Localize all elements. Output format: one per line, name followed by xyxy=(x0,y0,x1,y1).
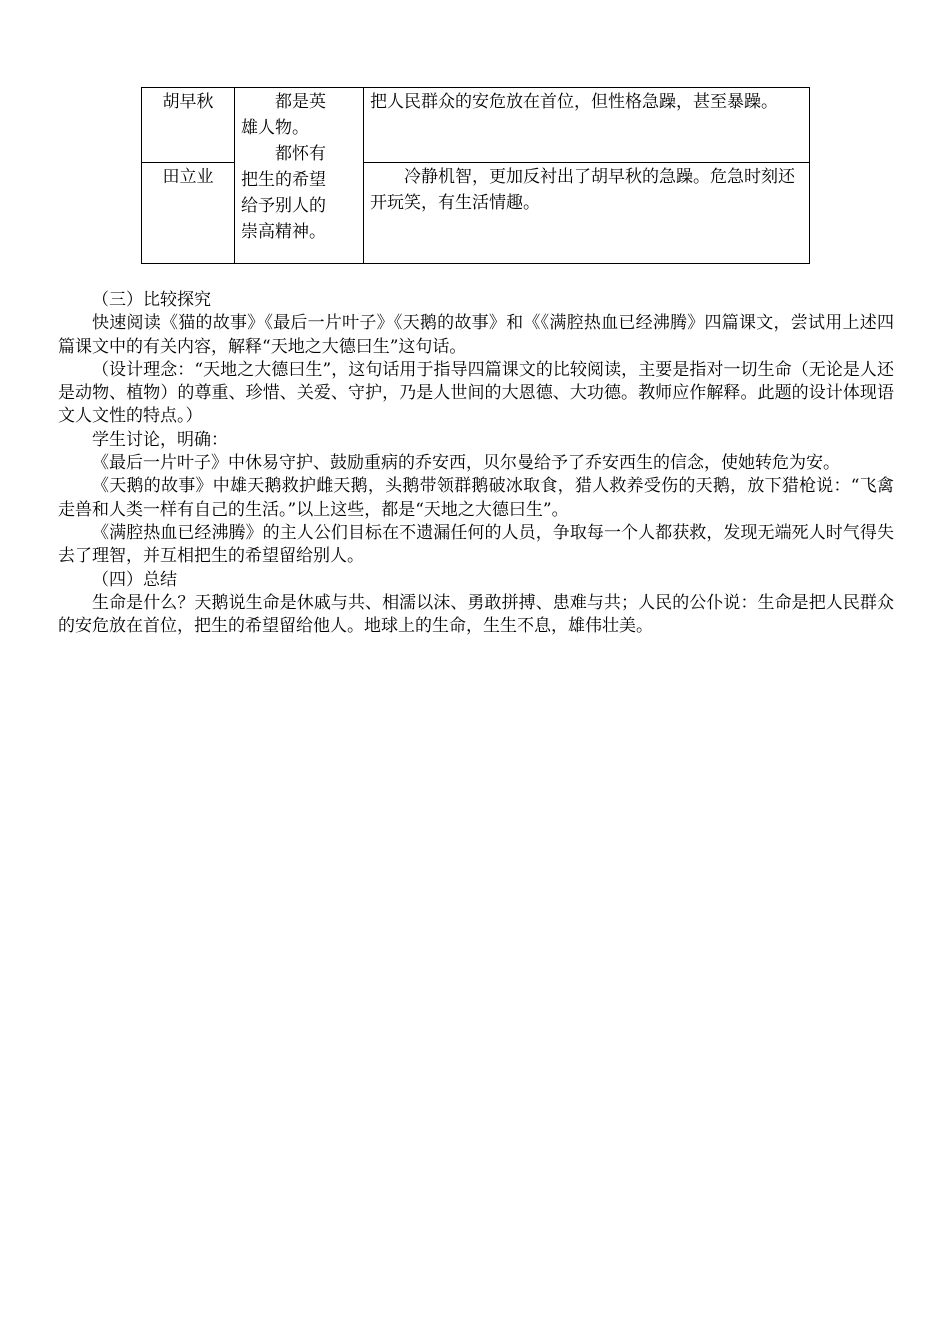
character-detail-cell xyxy=(364,163,810,264)
paragraph: 《天鹅的故事》中雄天鹅救护雌天鹅，头鹅带领群鹅破冰取食，猎人救养受伤的天鹅，放下猎枪说：“飞禽走兽和人类一样有自己的生活。”以上这些，都是“天地之大德曰生”。 xyxy=(58,476,894,520)
character-detail: 冷静机智，更加反衬出了胡早秋的急躁。危急时刻还开玩笑，有生活情趣。 xyxy=(370,167,795,213)
common-trait-line: 雄人物。 xyxy=(241,118,309,138)
section-heading: （四）总结 xyxy=(92,569,177,590)
character-name-cell xyxy=(142,163,235,264)
table-row xyxy=(142,88,810,163)
common-trait-line: 都怀有 xyxy=(275,144,326,164)
character-name: 胡早秋 xyxy=(162,92,214,112)
paragraph: 快速阅读《猫的故事》《最后一片叶子》《天鹅的故事》和《《满腔热血已经沸腾》四篇课文，尝试用上述四篇课文中的有关内容，解释“天地之大德曰生”这句话。 xyxy=(58,313,894,357)
common-trait-cell xyxy=(235,88,364,264)
paragraph: 《满腔热血已经沸腾》的主人公们目标在不遗漏任何的人员，争取每一个人都获救，发现无端死人时气得失去了理智，并互相把生的希望留给别人。 xyxy=(58,522,894,567)
common-trait-line: 都是英 xyxy=(275,92,326,112)
character-name-cell xyxy=(142,88,235,163)
character-detail: 把人民群众的安危放在首位，但性格急躁，甚至暴躁。 xyxy=(370,92,778,112)
paragraph: 生命是什么？天鹅说生命是休戚与共、相濡以沫、勇敢拼搏、患难与共；人民的公仆说：生命是把人民群众的安危放在首位，把生的希望留给他人。地球上的生命，生生不息，雄伟壮美。 xyxy=(58,592,894,637)
common-trait-line: 给予别人的 xyxy=(241,196,326,216)
character-name: 田立业 xyxy=(162,167,214,187)
section-heading: （三）比较探究 xyxy=(92,290,211,310)
paragraph: 学生讨论，明确： xyxy=(92,429,228,450)
character-comparison-table xyxy=(141,87,810,264)
character-detail-cell xyxy=(364,88,810,163)
common-trait-line: 把生的希望 xyxy=(241,170,326,190)
paragraph: （设计理念：“天地之大德曰生”，这句话用于指导四篇课文的比较阅读，主要是指对一切生命（无论是人还是动物、植物）的尊重、珍惜、关爱、守护，乃是人世间的大恩德、大功德。教师应作解释。此题的设计体现语文人文性的特点。） xyxy=(58,359,894,427)
paragraph: 《最后一片叶子》中休易守护、鼓励重病的乔安西，贝尔曼给予了乔安西生的信念，使她转危为安。 xyxy=(92,453,840,474)
common-trait-line: 崇高精神。 xyxy=(241,222,326,242)
body-text xyxy=(58,289,894,638)
